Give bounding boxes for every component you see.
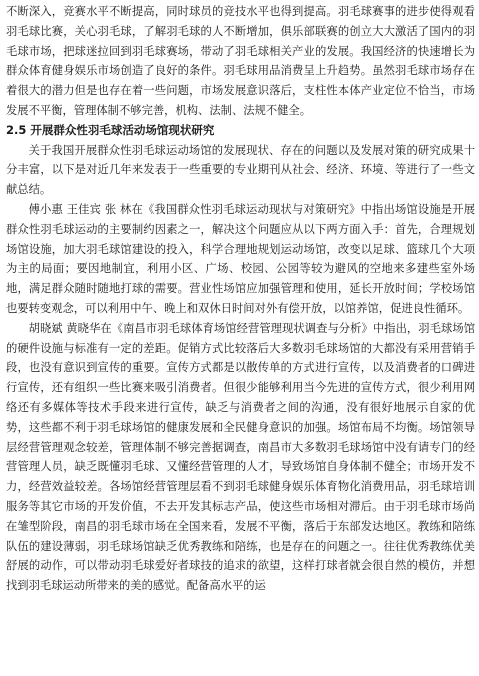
paragraph-1: 关于我国开展群众性羽毛球运动场馆的发展现状、存在的问题以及发展对策的研究成果十分丰富，以下是对近几年来发表于一些重要的专业期刊从社会、经济、环境、等进行了一些文献总结。 <box>6 143 475 197</box>
paragraph-intro: 不断深入，竞赛水平不断提高，同时球员的竞技水平也得到提高。羽毛球赛事的进步使得观看羽毛球比赛，关心羽毛球，了解羽毛球的人不断增加，俱乐部联赛的创立大大激活了国内的羽毛球市场，把球迷拉回到羽毛球赛场，带动了羽毛球相关产业的发展。我国经济的快速增长为群众体育健身娱乐市场创造了良好的条件。羽毛球用品消费呈上升趋势。虽然羽毛球市场存在着很大的潜力但是也存在着一些问题，市场发展意识落后，支柱性本体产业定位不恰当，市场发展不平衡，管理体制不够完善，机构、法制、法规不健全。 <box>6 5 475 117</box>
section-heading: 2.5 开展群众性羽毛球活动场馆现状研究 <box>6 122 215 137</box>
paragraph-2: 傅小惠 王佳宾 张 林在《我国群众性羽毛球运动现状与对策研究》中指出场馆设施是开展群众性羽毛球运动的主要制约因素之一，解决这个问题应从以下两方面入手：首先，合理规划场馆设施，加大羽毛球馆建设的投入，科学合理地规划运动场馆，改变以足球、篮球几个大项为主的局面；要因地制宜，利用小区、广场、校园、公园等较为避风的空地来多建些室外场地，满足群众随时随地打球的需要。营业性场馆应加强管理和使用，延长开放时间；学校场馆也要转变观念，可以利用中午、晚上和双休日时间对外有偿开放，以馆养馆，促进良性循环。 <box>6 202 475 315</box>
paragraph-3: 胡晓斌 黄晓华在《南昌市羽毛球体育场馆经营管理现状调查与分析》中指出，羽毛球场馆的硬件设施与标准有一定的差距。促销方式比较落后大多数羽毛球场馆的大都没有采用营销手段，也没有意识到宣传的重要。宣传方式都是以散传单的方式进行宣传，以及消费者的口碑进行宣传，还有组织一些比赛来吸引消费者。但很少能够利用当今先进的宣传方式，很少利用网络还有多媒体等技术手段来进行宣传，缺乏与消费者之间的沟通，没有很好地展示自家的优势，这些都不利于羽毛球场馆的健康发展和全民健身意识的加强。场馆布局不均衡。场馆领导层经营管理观念较差，管理体制不够完善据调查，南昌市大多数羽毛球场馆中没有请专门的经营管理人员，缺乏既懂羽毛球、又懂经营管理的人才，导致场馆自身体制不健全；市场开发不力，经营效益较差。各场馆经营管理层看不到羽毛球健身娱乐体育物化消费用品，羽毛球培训服务等其它市场的开发价值，不去开发其标志产品，使这些市场相对滞后。由于羽毛球市场尚在雏型阶段，南昌的羽毛球市场在全国来看，发展不平衡，落后于东部发达地区。教练和陪练队伍的建设薄弱，羽毛球场馆缺乏优秀教练和陪练，也是存在的问题之一。往往优秀教练优美舒展的动作，可以带动羽毛球爱好者球技的追求的欲望，这样打球者就会很自然的模仿，并想找到羽毛球运动所带来的美的感觉。配备高水平的运 <box>6 321 475 593</box>
